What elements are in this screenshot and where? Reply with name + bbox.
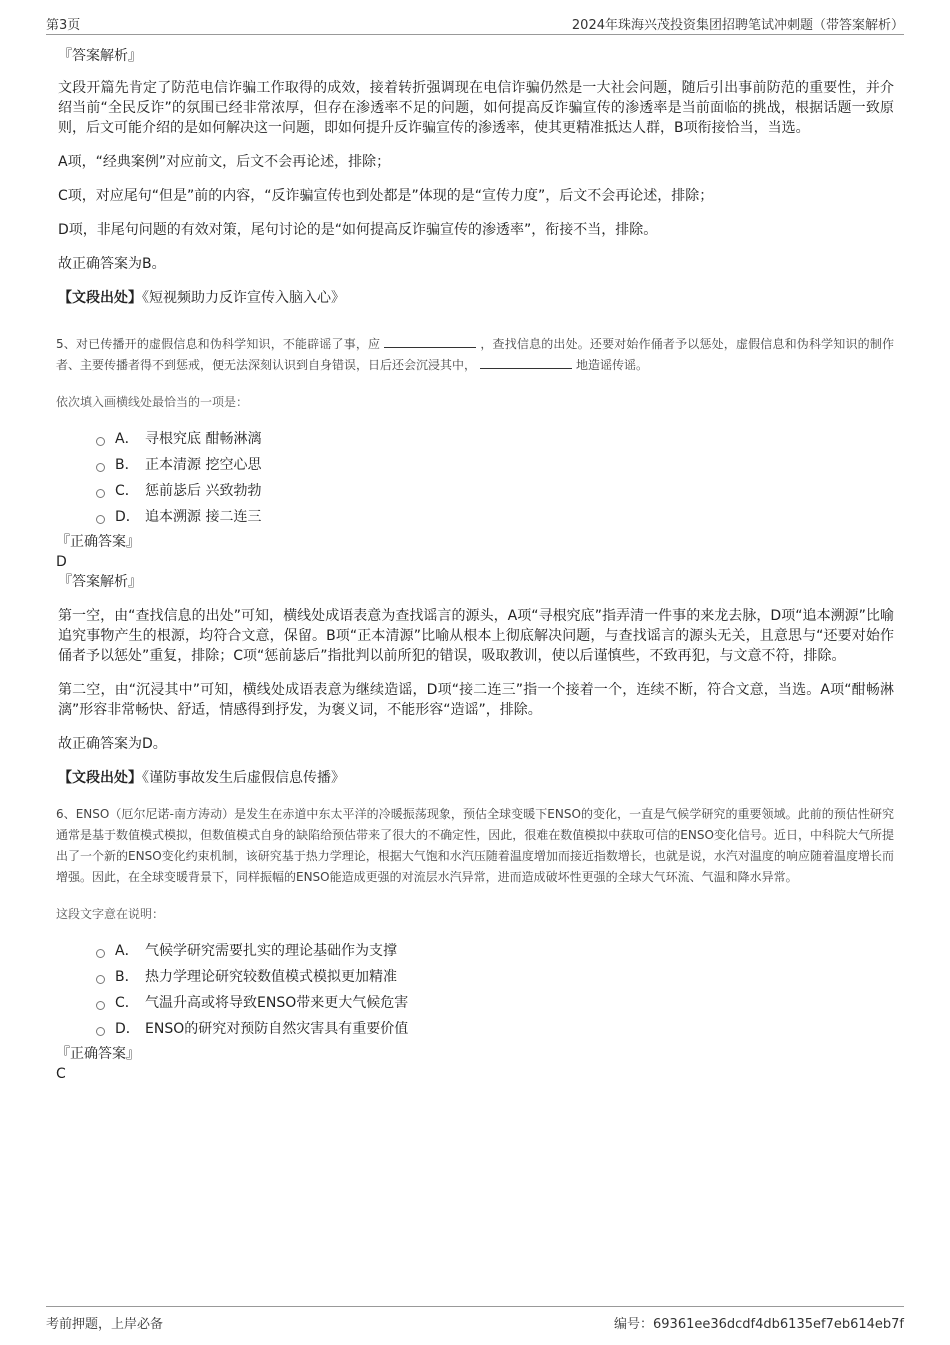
footer-slogan: 考前押题，上岸必备 <box>46 1317 164 1332</box>
option-letter: B． <box>115 969 139 985</box>
option-d[interactable] <box>96 504 894 530</box>
document-content <box>56 46 894 1084</box>
radio-icon[interactable] <box>96 1027 105 1036</box>
page-number: 第3页 <box>46 18 81 33</box>
radio-icon[interactable] <box>96 437 105 446</box>
option-b[interactable] <box>96 964 894 990</box>
radio-icon[interactable] <box>96 975 105 984</box>
conclusion-paragraph: 故正确答案为D。 <box>58 736 167 752</box>
source-title: 《短视频助力反诈宣传入脑入心》 <box>142 290 345 306</box>
radio-icon[interactable] <box>96 515 105 524</box>
option-list <box>96 938 894 1042</box>
question-5-stem <box>56 334 894 376</box>
question-text: 5、对已传播开的虚假信息和伪科学知识，不能辟谣了事，应 <box>56 337 381 351</box>
option-letter: D． <box>115 509 140 525</box>
source-citation <box>58 288 894 308</box>
analysis-paragraph: C项，对应尾句“但是”前的内容，“反诈骗宣传也到处都是”体现的是“宣传力度”，后文不会再论述，排除； <box>58 188 714 204</box>
document-title: 2024年珠海兴茂投资集团招聘笔试冲刺题（带答案解析） <box>571 18 904 33</box>
analysis-paragraph: 文段开篇先肯定了防范电信诈骗工作取得的成效，接着转折强调现在电信诈骗仍然是一大社会问题，随后引出事前防范的重要性，并介绍当前“全民反诈”的氛围已经非常浓厚，但存在渗透率不足的问题，如何提高反诈骗宣传的渗透率是当前面临的挑战，根据话题一致原则，后文可能介绍的是如何解决这一问题，即如何提升反诈骗宣传的渗透率，使其更精准抵达人群，B项衔接恰当，当选。 <box>58 80 894 136</box>
option-letter: B． <box>115 457 139 473</box>
option-letter: A． <box>115 943 139 959</box>
correct-answer-label: 『正确答案』 <box>56 534 140 550</box>
option-c[interactable] <box>96 478 894 504</box>
source-label: 【文段出处】 <box>58 770 142 786</box>
correct-answer: D <box>56 554 67 570</box>
option-a[interactable] <box>96 426 894 452</box>
option-letter: D． <box>115 1021 140 1037</box>
conclusion-paragraph: 故正确答案为B。 <box>58 256 166 272</box>
option-text: 正本清源 挖空心思 <box>145 457 262 473</box>
analysis-paragraph: A项，“经典案例”对应前文，后文不会再论述，排除； <box>58 154 391 170</box>
question-prompt: 这段文字意在说明： <box>56 907 165 921</box>
option-text: 追本溯源 接二连三 <box>145 509 262 525</box>
option-list <box>96 426 894 530</box>
option-text: ENSO的研究对预防自然灾害具有重要价值 <box>145 1021 409 1037</box>
option-text: 热力学理论研究较数值模式模拟更加精准 <box>145 969 397 985</box>
option-d[interactable] <box>96 1016 894 1042</box>
analysis-paragraph: 第一空，由“查找信息的出处”可知，横线处成语表意为查找谣言的源头，A项“寻根究底”指弄清一件事的来龙去脉，D项“追本溯源”比喻追究事物产生的根源，均符合文意，保留。B项“正本清源”比喻从根本上彻底解决问题，与查找谣言的源头无关，且意思与“还要对始作俑者予以惩处”重复，排除；C项“惩前毖后”指批判以前所犯的错误，吸取教训，使以后谨慎些，不致再犯，与文意不符，排除。 <box>58 608 894 664</box>
page-footer <box>46 1306 904 1333</box>
option-b[interactable] <box>96 452 894 478</box>
question-prompt: 依次填入画横线处最恰当的一项是： <box>56 395 249 409</box>
source-title: 《谨防事故发生后虚假信息传播》 <box>142 770 345 786</box>
option-text: 寻根究底 酣畅淋漓 <box>145 431 262 447</box>
option-text: 惩前毖后 兴致勃勃 <box>145 483 262 499</box>
radio-icon[interactable] <box>96 949 105 958</box>
radio-icon[interactable] <box>96 1001 105 1010</box>
document-id: 编号：69361ee36dcdf4db6135ef7eb614eb7f <box>614 1317 904 1332</box>
source-citation <box>58 768 894 788</box>
analysis-label: 『答案解析』 <box>58 48 142 64</box>
fill-blank <box>480 356 572 369</box>
option-c[interactable] <box>96 990 894 1016</box>
radio-icon[interactable] <box>96 489 105 498</box>
option-text: 气温升高或将导致ENSO带来更大气候危害 <box>145 995 409 1011</box>
radio-icon[interactable] <box>96 463 105 472</box>
option-letter: C． <box>115 483 139 499</box>
question-text: 地造谣传谣。 <box>576 358 649 372</box>
correct-answer-label: 『正确答案』 <box>56 1046 140 1062</box>
option-a[interactable] <box>96 938 894 964</box>
question-6-stem: 6、ENSO（厄尔尼诺-南方涛动）是发生在赤道中东太平洋的冷暖振荡现象，预估全球变暖下ENSO的变化，一直是气候学研究的重要领域。此前的预估性研究通常是基于数值模式模拟，但数值模式自身的缺陷给预估带来了很大的不确定性，因此，很难在数值模拟中获取可信的ENSO变化信号。近日，中科院大气所提出了一个新的ENSO变化约束机制，该研究基于热力学理论，根据大气饱和水汽压随着温度增加而接近指数增长，也就是说，水汽对温度的响应随着温度增长而增强。因此，在全球变暖背景下，同样振幅的ENSO能造成更强的对流层水汽异常，进而造成破坏性更强的全球大气环流、气温和降水异常。 <box>56 807 894 884</box>
option-text: 气候学研究需要扎实的理论基础作为支撑 <box>145 943 397 959</box>
fill-blank <box>384 335 476 348</box>
question-text: ，查找信息的出处。还要对始作俑者予以惩处，虚假信息和伪科学知识的制作者、主要传播者得不到惩戒，便无法深刻认识到自身错误，日后还会沉浸其中， <box>56 337 894 372</box>
analysis-paragraph: D项，非尾句问题的有效对策，尾句讨论的是“如何提高反诈骗宣传的渗透率”，衔接不当，排除。 <box>58 222 658 238</box>
correct-answer: C <box>56 1066 66 1082</box>
page-header <box>46 12 904 35</box>
source-label: 【文段出处】 <box>58 290 142 306</box>
option-letter: C． <box>115 995 139 1011</box>
analysis-paragraph: 第二空，由“沉浸其中”可知，横线处成语表意为继续造谣，D项“接二连三”指一个接着一个，连续不断，符合文意，当选。A项“酣畅淋漓”形容非常畅快、舒适，情感得到抒发，为褒义词，不能形容“造谣”，排除。 <box>58 682 894 718</box>
analysis-label: 『答案解析』 <box>58 574 142 590</box>
option-letter: A． <box>115 431 139 447</box>
